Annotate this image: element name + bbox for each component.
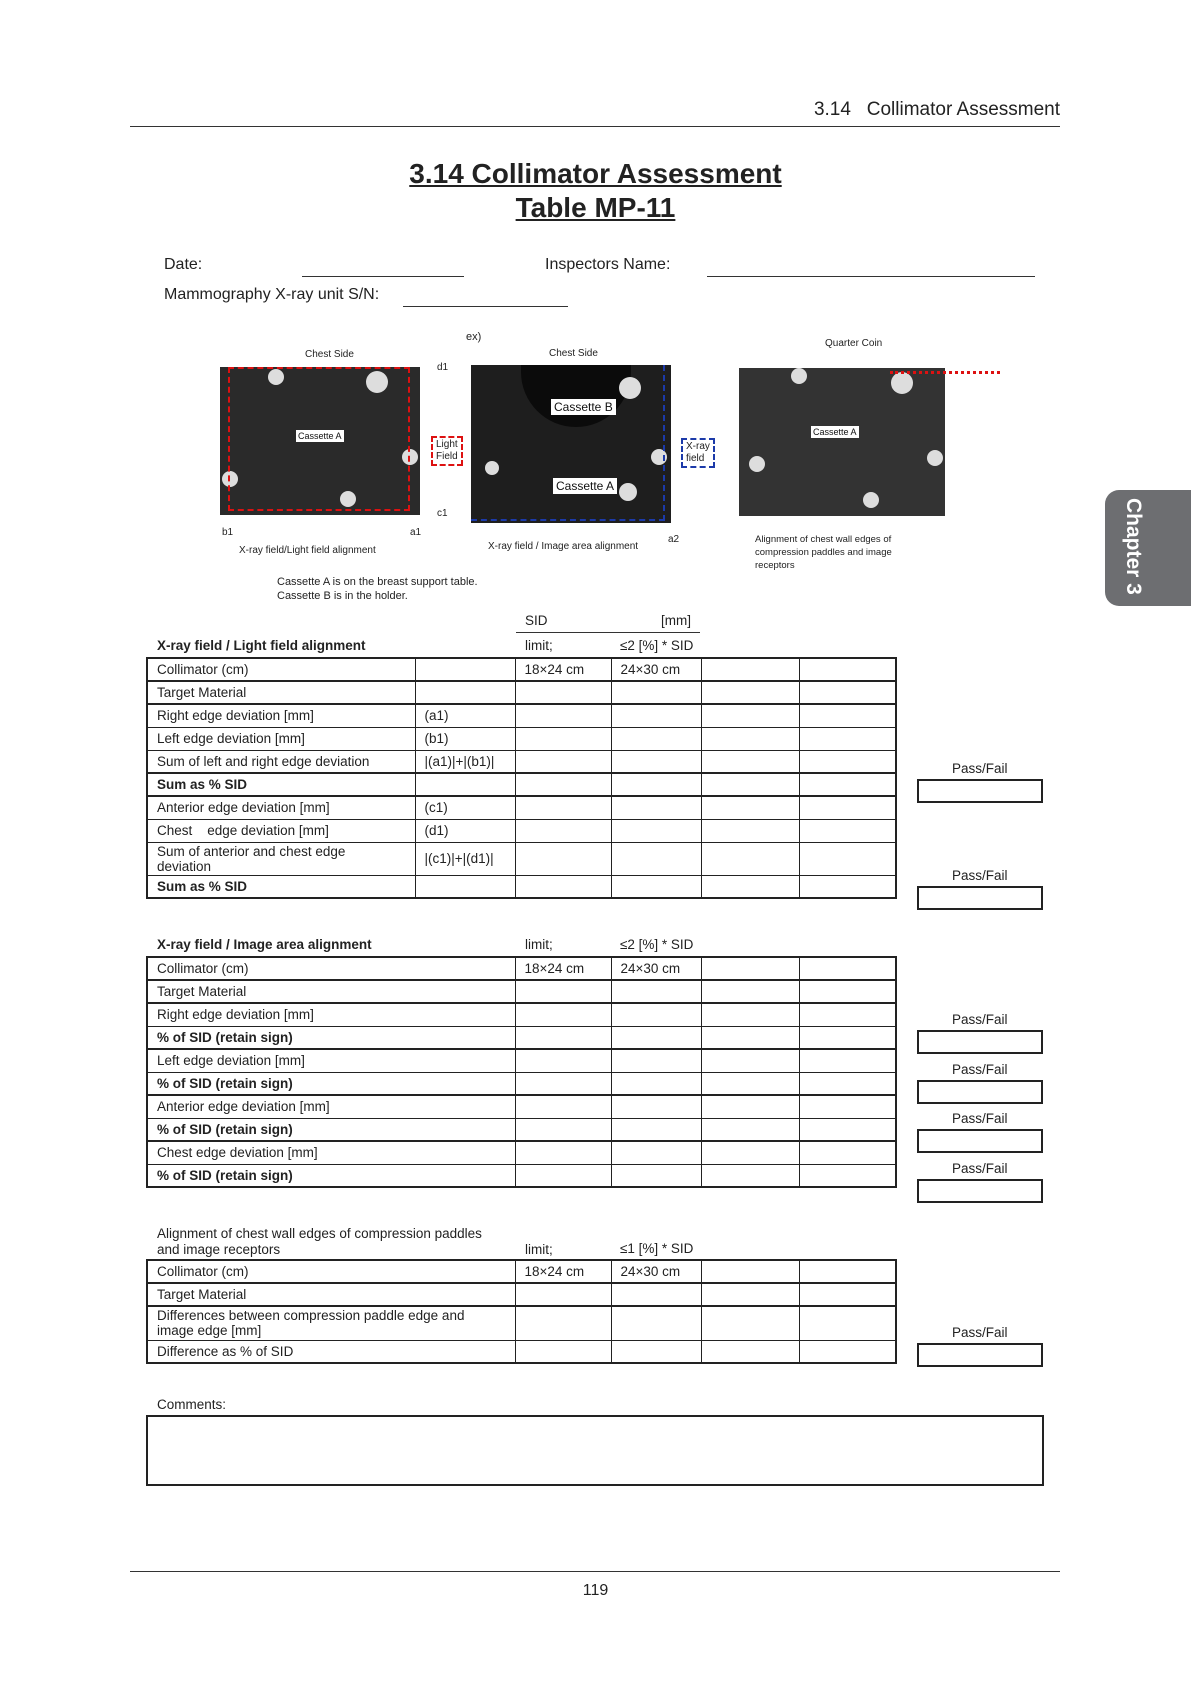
cell[interactable]	[701, 1141, 799, 1164]
row-label: % of SID (retain sign)	[147, 1026, 515, 1049]
cell[interactable]	[515, 1164, 611, 1187]
sid-unit: [mm]	[661, 613, 691, 628]
section2-heading: X-ray field / Image area alignment	[157, 937, 372, 952]
cell[interactable]	[701, 727, 799, 750]
row-label: Anterior edge deviation [mm]	[147, 1095, 515, 1118]
cell[interactable]	[799, 875, 896, 898]
cell[interactable]: 18×24 cm	[515, 1260, 611, 1283]
row-label: Collimator (cm)	[147, 658, 415, 681]
cell[interactable]	[799, 750, 896, 773]
inspector-label: Inspectors Name:	[545, 256, 671, 273]
cell[interactable]	[799, 1306, 896, 1340]
cell[interactable]	[701, 1118, 799, 1141]
cell[interactable]	[799, 773, 896, 796]
cell[interactable]	[701, 658, 799, 681]
note-cassette-b: Cassette B is in the holder.	[277, 590, 408, 602]
cell[interactable]	[611, 1049, 701, 1072]
row-label: Sum as % SID	[147, 773, 415, 796]
cell[interactable]	[701, 704, 799, 727]
a2-label: a2	[668, 534, 680, 545]
section2-limit: limit;	[525, 937, 553, 952]
cell[interactable]	[611, 704, 701, 727]
row-label: Chest edge deviation [mm]	[147, 1141, 515, 1164]
cell[interactable]	[799, 1340, 896, 1363]
row-label: % of SID (retain sign)	[147, 1118, 515, 1141]
row-label: Anterior edge deviation [mm]	[147, 796, 415, 819]
cell[interactable]	[799, 1003, 896, 1026]
row-label: Left edge deviation [mm]	[147, 1049, 515, 1072]
cell[interactable]	[701, 1003, 799, 1026]
img3-caption: Alignment of chest wall edges of compression paddles and image receptors	[755, 534, 892, 571]
pass-fail-label: Pass/Fail	[952, 1325, 1008, 1340]
row-label: Sum as % SID	[147, 875, 415, 898]
cell[interactable]	[515, 1049, 611, 1072]
cell[interactable]	[799, 1164, 896, 1187]
serial-number-label: Mammography X-ray unit S/N:	[164, 286, 380, 303]
img1-cassette-label: Cassette A	[298, 431, 342, 441]
section3-limit: limit;	[525, 1242, 553, 1257]
note-cassette-a: Cassette A is on the breast support table.	[277, 576, 478, 588]
pass-fail-box[interactable]	[917, 779, 1043, 803]
pass-fail-box[interactable]	[917, 1179, 1043, 1203]
cell[interactable]	[515, 1072, 611, 1095]
date-label: Date:	[164, 256, 203, 273]
section1-heading: X-ray field / Light field alignment	[157, 638, 366, 653]
cell[interactable]	[701, 1283, 799, 1306]
cell[interactable]	[701, 1072, 799, 1095]
comments-label: Comments:	[157, 1397, 227, 1412]
section3-heading: Alignment of chest wall edges of compression paddles and image receptors	[157, 1226, 482, 1257]
cell[interactable]	[611, 875, 701, 898]
cell[interactable]	[799, 1095, 896, 1118]
cell[interactable]	[515, 773, 611, 796]
row-label: Right edge deviation [mm]	[147, 1003, 515, 1026]
chapter-tab: Chapter 3	[1105, 490, 1191, 606]
row-label: Sum of left and right edge deviation	[147, 750, 415, 773]
cell[interactable]	[515, 980, 611, 1003]
img2-caption: X-ray field / Image area alignment	[488, 541, 639, 552]
cell[interactable]: 24×30 cm	[611, 658, 701, 681]
xray-image-area-image	[471, 365, 671, 523]
row-label: Right edge deviation [mm]	[147, 704, 415, 727]
cell[interactable]	[515, 1340, 611, 1363]
cell[interactable]	[515, 681, 611, 704]
cell[interactable]	[611, 681, 701, 704]
img1-chest-side: Chest Side	[305, 349, 354, 360]
cell[interactable]	[515, 1118, 611, 1141]
c1-label: c1	[437, 508, 448, 519]
row-label: Target Material	[147, 980, 515, 1003]
section2-table	[146, 956, 897, 1188]
row-label: Target Material	[147, 681, 415, 704]
row-label: Chest edge deviation [mm]	[147, 819, 415, 842]
cell[interactable]	[515, 1026, 611, 1049]
row-label: Left edge deviation [mm]	[147, 727, 415, 750]
cell[interactable]	[611, 819, 701, 842]
pass-fail-label: Pass/Fail	[952, 1062, 1008, 1077]
cell[interactable]	[799, 1072, 896, 1095]
header-rule	[130, 126, 1060, 127]
cell[interactable]	[799, 727, 896, 750]
cell[interactable]: 18×24 cm	[515, 957, 611, 980]
pass-fail-box[interactable]	[917, 886, 1043, 910]
b1-label: b1	[222, 527, 234, 538]
cell[interactable]	[799, 819, 896, 842]
section1-table: Collimator (cm) 18×24 cm 24×30 cm Target Material Right edge deviation [mm] (a1) Left edge deviation [mm] (b1) Sum of left and right edge deviation |(a1)|+|(b1)| Sum as % SID Anterior edge deviation [mm] (c1) Chest edge deviation [mm] (d1) Sum of anterior and chest edge deviation |(c1)|+|(d1)| Sum as % SID	[146, 657, 897, 899]
pass-fail-label: Pass/Fail	[952, 1161, 1008, 1176]
img2-cassette-a-label: Cassette A	[553, 478, 617, 494]
cell[interactable]	[611, 1340, 701, 1363]
cell[interactable]	[515, 875, 611, 898]
pass-fail-label: Pass/Fail	[952, 1111, 1008, 1126]
cell[interactable]	[515, 750, 611, 773]
cell[interactable]	[799, 704, 896, 727]
cell[interactable]	[611, 796, 701, 819]
cell[interactable]	[701, 1095, 799, 1118]
cell[interactable]	[611, 1072, 701, 1095]
cell[interactable]	[611, 1306, 701, 1340]
d1-label: d1	[437, 362, 449, 373]
cell[interactable]	[515, 1095, 611, 1118]
cell[interactable]	[611, 1283, 701, 1306]
chest-wall-alignment-image	[739, 368, 945, 516]
cell[interactable]	[515, 1283, 611, 1306]
comments-box[interactable]	[146, 1415, 1044, 1486]
img2-chest-side: Chest Side	[549, 348, 598, 359]
cell[interactable]	[515, 819, 611, 842]
cell[interactable]	[799, 796, 896, 819]
xray-field-label: X-ray field	[681, 438, 715, 468]
row-label: % of SID (retain sign)	[147, 1072, 515, 1095]
cell[interactable]: 18×24 cm	[515, 658, 611, 681]
cell[interactable]	[515, 796, 611, 819]
row-label: Difference as % of SID	[147, 1340, 515, 1363]
cell[interactable]	[701, 842, 799, 875]
cell[interactable]	[611, 727, 701, 750]
section1-limit-value: ≤2 [%] * SID	[620, 638, 694, 653]
cell[interactable]	[799, 1026, 896, 1049]
cell[interactable]	[701, 980, 799, 1003]
quarter-coin-label: Quarter Coin	[825, 338, 883, 349]
img1-caption: X-ray field/Light field alignment	[239, 545, 376, 556]
cell[interactable]	[701, 681, 799, 704]
cell[interactable]	[515, 727, 611, 750]
cell[interactable]	[701, 773, 799, 796]
cell[interactable]	[701, 796, 799, 819]
cell[interactable]	[611, 1095, 701, 1118]
cell[interactable]	[799, 1283, 896, 1306]
row-label: Collimator (cm)	[147, 957, 515, 980]
row-label: Sum of anterior and chest edge deviation	[147, 842, 415, 875]
a1-label: a1	[410, 527, 422, 538]
cell[interactable]	[701, 1026, 799, 1049]
paddle-edge-marker	[890, 371, 1000, 374]
cell[interactable]	[799, 980, 896, 1003]
cell[interactable]	[799, 1118, 896, 1141]
cell[interactable]	[611, 750, 701, 773]
table-id: Table MP-11	[515, 192, 676, 223]
img3-cassette-label: Cassette A	[813, 427, 857, 437]
cell[interactable]	[611, 1118, 701, 1141]
section2-limit-value: ≤2 [%] * SID	[620, 937, 694, 952]
cell[interactable]	[515, 704, 611, 727]
serial-number-field[interactable]	[403, 306, 568, 307]
xray-light-field-image	[220, 367, 420, 515]
cell[interactable]	[611, 1003, 701, 1026]
pass-fail-box[interactable]	[917, 1343, 1043, 1367]
cell[interactable]	[799, 681, 896, 704]
sid-field[interactable]	[516, 632, 700, 633]
footer-rule	[130, 1571, 1060, 1572]
sid-label: SID	[525, 613, 548, 628]
pass-fail-box[interactable]	[917, 1030, 1043, 1054]
cell[interactable]	[701, 1260, 799, 1283]
pass-fail-box[interactable]	[917, 1080, 1043, 1104]
cell[interactable]	[611, 1026, 701, 1049]
pass-fail-label: Pass/Fail	[952, 868, 1008, 883]
cell[interactable]	[799, 658, 896, 681]
cell[interactable]	[701, 750, 799, 773]
pass-fail-box[interactable]	[917, 1129, 1043, 1153]
cell[interactable]	[799, 957, 896, 980]
cell[interactable]	[701, 957, 799, 980]
example-label: ex)	[466, 331, 482, 343]
cell[interactable]	[701, 1049, 799, 1072]
cassette-b-label: Cassette B	[551, 399, 616, 415]
cell[interactable]	[515, 1141, 611, 1164]
inspector-field[interactable]	[707, 276, 1035, 277]
page-title: 3.14 Collimator Assessment	[409, 158, 782, 189]
section1-limit: limit;	[525, 638, 553, 653]
cell[interactable]	[611, 842, 701, 875]
cell[interactable]	[799, 1141, 896, 1164]
cell[interactable]	[701, 1306, 799, 1340]
cell[interactable]	[701, 1164, 799, 1187]
row-label: Collimator (cm)	[147, 1260, 515, 1283]
cell[interactable]	[701, 819, 799, 842]
pass-fail-label: Pass/Fail	[952, 1012, 1008, 1027]
pass-fail-label: Pass/Fail	[952, 761, 1008, 776]
cell[interactable]	[611, 1164, 701, 1187]
cell[interactable]	[515, 1003, 611, 1026]
cell[interactable]	[799, 1260, 896, 1283]
section3-table	[146, 1259, 897, 1364]
date-field[interactable]	[302, 276, 464, 277]
cell[interactable]: 24×30 cm	[611, 1260, 701, 1283]
cell[interactable]	[515, 842, 611, 875]
running-header: 3.14 Collimator Assessment	[813, 99, 1060, 120]
cell[interactable]	[611, 1141, 701, 1164]
row-label: % of SID (retain sign)	[147, 1164, 515, 1187]
row-label: Target Material	[147, 1283, 515, 1306]
cell[interactable]: 24×30 cm	[611, 957, 701, 980]
cell[interactable]	[799, 1049, 896, 1072]
section3-limit-value: ≤1 [%] * SID	[620, 1241, 694, 1256]
cell[interactable]	[799, 842, 896, 875]
cell[interactable]	[611, 980, 701, 1003]
row-label: Differences between compression paddle edge and image edge [mm]	[147, 1306, 515, 1340]
light-field-label: Light Field	[431, 436, 463, 466]
cell[interactable]	[515, 1306, 611, 1340]
page-number: 119	[582, 1582, 609, 1599]
cell[interactable]	[701, 1340, 799, 1363]
cell[interactable]	[701, 875, 799, 898]
cell[interactable]	[611, 773, 701, 796]
